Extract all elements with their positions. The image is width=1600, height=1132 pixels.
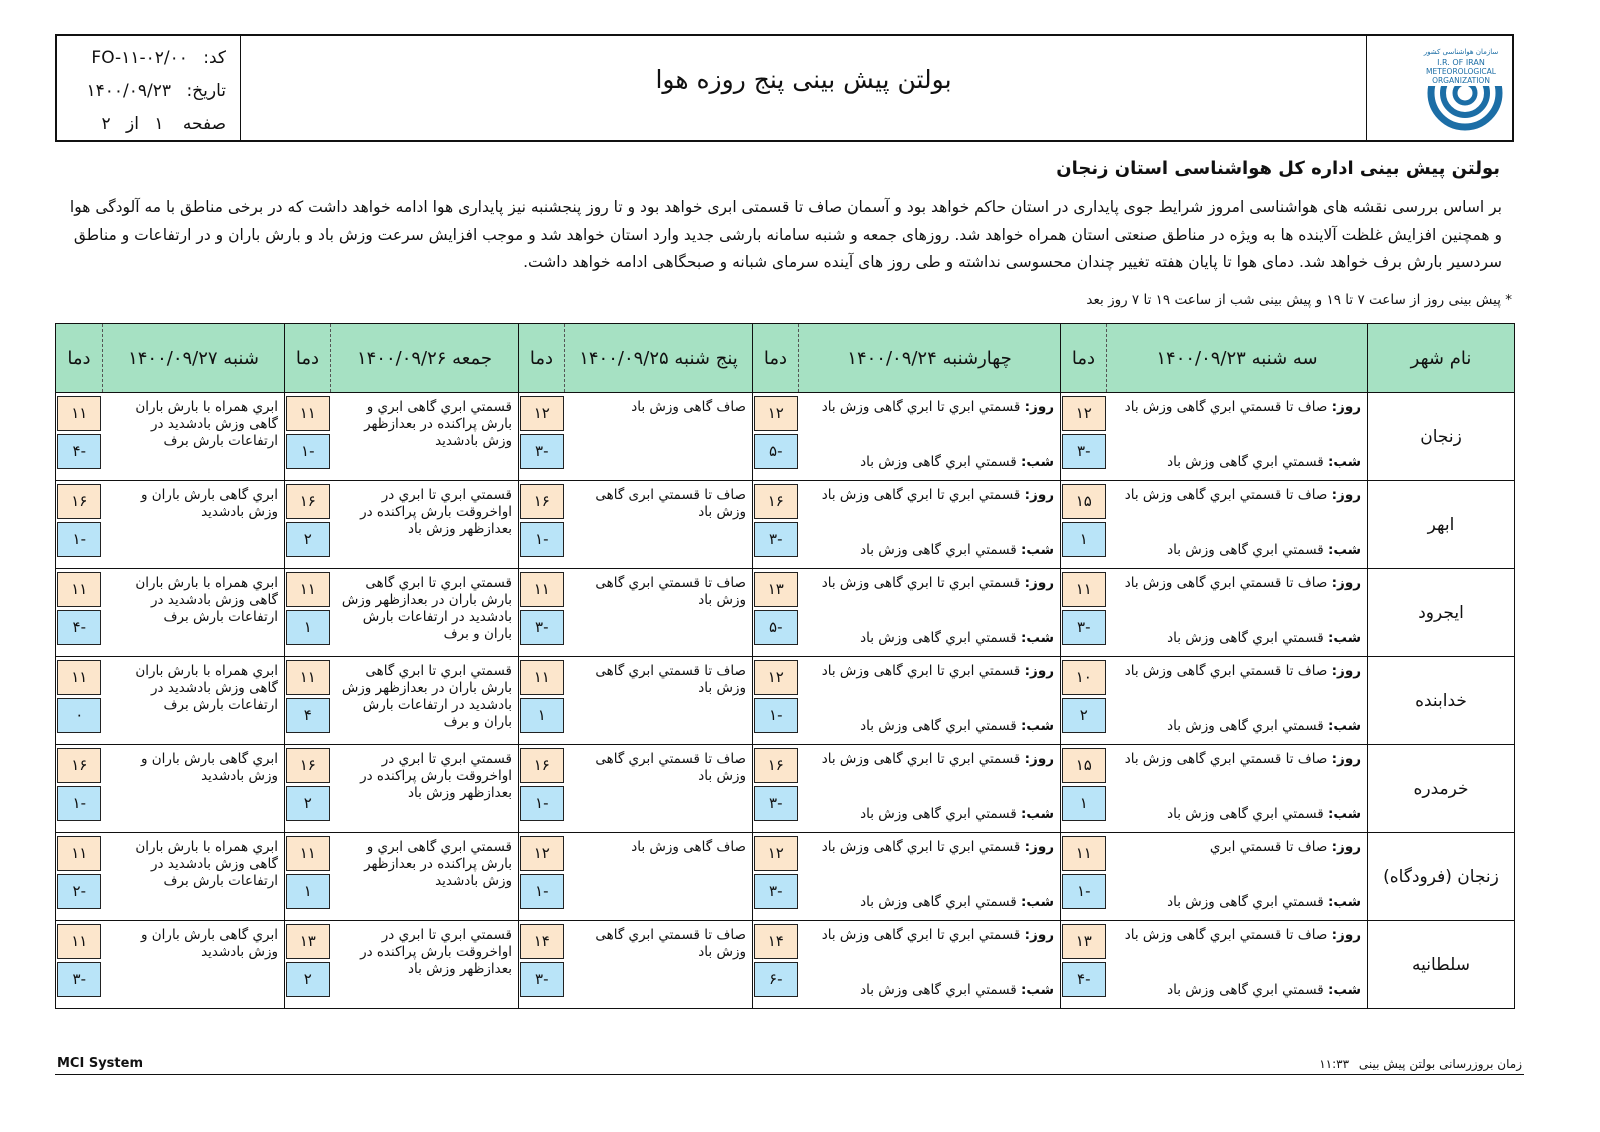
temp-max: ۱۶ (520, 748, 564, 783)
table-row (56, 657, 1515, 745)
day-forecast (805, 575, 1055, 592)
temp-day-3 (519, 921, 565, 1009)
temp-day-2 (753, 481, 799, 569)
temp-min: ۱ (286, 610, 330, 645)
temp-min: -۱ (1062, 874, 1106, 909)
night-forecast-text: قسمتي ابري گاهی وزش باد (860, 982, 1017, 998)
temp-max: ۱۱ (520, 572, 564, 607)
code-line (67, 42, 226, 75)
temp-min: -۱ (57, 786, 101, 821)
temp-max: ۱۱ (1062, 836, 1106, 871)
forecast-day-1 (1107, 393, 1368, 481)
temp-min: ۱ (520, 698, 564, 733)
forecast-day-3: صاف تا قسمتي ابري گاهی وزش باد (565, 921, 753, 1009)
day-forecast-text: صاف تا قسمتي ابري گاهی وزش باد (1124, 487, 1328, 503)
temp-day-3 (519, 833, 565, 921)
temp-max: ۱۶ (57, 748, 101, 783)
forecast-day-5: ابري گاهی بارش باران و وزش بادشدید (103, 921, 285, 1009)
night-forecast-text: قسمتي ابري گاهی وزش باد (860, 894, 1017, 910)
footer-update-label: زمان بروزرسانی بولتن پیش بینی (1358, 1057, 1522, 1071)
forecast-day-2 (799, 481, 1061, 569)
forecast-table (55, 323, 1515, 1009)
day-forecast (1113, 663, 1362, 680)
temp-max: ۱۱ (286, 836, 330, 871)
bulletin-heading: بولتن پیش بینی اداره کل هواشناسی استان زنجان (1056, 158, 1500, 179)
night-label: شب: (1328, 718, 1361, 734)
day-forecast (805, 399, 1055, 416)
forecast-day-2 (799, 833, 1061, 921)
temp-day-1 (1061, 657, 1107, 745)
temp-day-5 (56, 833, 103, 921)
temp-min: -۱ (520, 786, 564, 821)
day-forecast-text: قسمتي ابري تا ابري گاهی وزش باد (821, 751, 1021, 767)
day-label: روز: (1024, 575, 1054, 591)
document-header (55, 34, 1514, 142)
temp-day-2 (753, 393, 799, 481)
temp-min: ۲ (286, 522, 330, 557)
night-forecast (1113, 982, 1362, 999)
temp-max: ۱۶ (286, 484, 330, 519)
day-label: روز: (1331, 839, 1361, 855)
day-forecast (1113, 399, 1362, 416)
temp-min: -۱ (754, 698, 798, 733)
day-label: روز: (1024, 751, 1054, 767)
table-row (56, 745, 1515, 833)
logo-icon (1367, 36, 1511, 140)
temp-max: ۱۶ (57, 484, 101, 519)
forecast-day-4: قسمتي ابري گاهی ابري و بارش پراکنده در بعدازظهر وزش بادشدید (331, 833, 519, 921)
city-column-header: نام شهر (1368, 324, 1515, 393)
night-forecast (805, 894, 1055, 911)
temp-day-2 (753, 921, 799, 1009)
night-forecast (1113, 894, 1362, 911)
night-forecast-text: قسمتي ابري گاهی وزش باد (1167, 454, 1324, 470)
night-forecast-text: قسمتي ابري گاهی وزش باد (860, 718, 1017, 734)
temp-min: -۳ (520, 434, 564, 469)
temp-max: ۱۲ (754, 660, 798, 695)
temp-day-4 (285, 745, 331, 833)
temp-max: ۱۲ (520, 836, 564, 871)
temp-min: -۴ (1062, 962, 1106, 997)
night-forecast (1113, 542, 1362, 559)
temp-day-2 (753, 745, 799, 833)
intro-paragraph: بر اساس بررسی نقشه های هواشناسی امروز شرایط جوی پایداری در استان حاکم خواهد بود و آسمان صاف تا قسمتی ابری خواهد بود و تا روز پنجشنبه نیز پایداری هوا ادامه خواهد داشت که در برخی مناطق با مه آلودگی هوا و همچنین افزایش غلظت آلاینده ها به ویژه در مناطق صنعتی استان همراه خواهد شد. روزهای جمعه و شنبه سامانه بارشی جدید وارد استان خواهد شد و موجب افزایش سرعت وزش باد و بارش باران و در ارتفاعات و مناطق سردسیر بارش برف خواهد شد. دمای هوا تا پایان هفته تغییر چندان محسوسی نداشته و طی روز های آینده سرمای شبانه و صبحگاهی ادامه خواهد داشت. (69, 198, 1502, 271)
forecast-day-2 (799, 657, 1061, 745)
night-forecast (805, 454, 1055, 471)
logo-text-en-3: ORGANIZATION (1432, 76, 1490, 85)
table-row (56, 833, 1515, 921)
forecast-day-5: ابري همراه با بارش باران گاهی وزش بادشدید در ارتفاعات بارش برف (103, 393, 285, 481)
temp-min: -۱ (286, 434, 330, 469)
document-meta (57, 36, 241, 140)
temp-day-5 (56, 657, 103, 745)
temp-max: ۱۱ (286, 660, 330, 695)
night-label: شب: (1328, 542, 1361, 558)
night-forecast-text: قسمتي ابري گاهی وزش باد (1167, 542, 1324, 558)
day-forecast-text: قسمتي ابري تا ابري گاهی وزش باد (821, 839, 1021, 855)
forecast-day-1 (1107, 921, 1368, 1009)
temp-max: ۱۱ (286, 572, 330, 607)
day-label: روز: (1331, 399, 1361, 415)
forecast-day-1 (1107, 569, 1368, 657)
day-forecast (805, 663, 1055, 680)
temp-max: ۱۵ (1062, 748, 1106, 783)
day-forecast-text: صاف تا قسمتي ابري (1209, 839, 1328, 855)
temp-max: ۱۳ (754, 572, 798, 607)
temp-max: ۱۲ (754, 396, 798, 431)
temp-min: ۱ (286, 874, 330, 909)
footer-update-time (1319, 1057, 1522, 1071)
page-total: ۲ (101, 114, 111, 134)
night-forecast-text: قسمتي ابري گاهی وزش باد (860, 630, 1017, 646)
forecast-day-3: صاف گاهی وزش باد (565, 393, 753, 481)
temp-day-4 (285, 657, 331, 745)
city-name: سلطانیه (1368, 921, 1515, 1009)
temp-min: -۳ (1062, 610, 1106, 645)
footer-divider (55, 1074, 1524, 1075)
page-line (67, 108, 226, 141)
temp-day-5 (56, 481, 103, 569)
forecast-day-1 (1107, 657, 1368, 745)
temp-min: -۱ (57, 522, 101, 557)
temp-day-1 (1061, 481, 1107, 569)
temp-day-4 (285, 481, 331, 569)
forecast-day-3: صاف گاهی وزش باد (565, 833, 753, 921)
temp-max: ۱۰ (1062, 660, 1106, 695)
temp-min: ۱ (1062, 786, 1106, 821)
page-current: ۱ (154, 114, 164, 134)
day-label: روز: (1024, 399, 1054, 415)
day-forecast (1113, 575, 1362, 592)
temp-day-2 (753, 569, 799, 657)
night-label: شب: (1021, 454, 1054, 470)
table-row (56, 569, 1515, 657)
forecast-day-4: قسمتي ابري تا ابري گاهی بارش باران در بعدازظهر وزش بادشدید در ارتفاعات بارش باران و برف (331, 657, 519, 745)
night-forecast (805, 630, 1055, 647)
temp-min: -۳ (1062, 434, 1106, 469)
day-forecast-text: قسمتي ابري تا ابري گاهی وزش باد (821, 575, 1021, 591)
city-name: خرمدره (1368, 745, 1515, 833)
day-label: روز: (1331, 751, 1361, 767)
day-label: روز: (1331, 927, 1361, 943)
day-forecast-text: صاف تا قسمتي ابري گاهی وزش باد (1124, 399, 1328, 415)
day-label: روز: (1331, 663, 1361, 679)
table-row (56, 481, 1515, 569)
temp-day-1 (1061, 745, 1107, 833)
temp-header-4: دما (285, 324, 331, 393)
forecast-day-1 (1107, 833, 1368, 921)
temp-min: ۱ (1062, 522, 1106, 557)
night-forecast-text: قسمتي ابري گاهی وزش باد (1167, 982, 1324, 998)
temp-min: -۳ (57, 962, 101, 997)
night-forecast-text: قسمتي ابري گاهی وزش باد (860, 454, 1017, 470)
forecast-day-4: قسمتي ابري تا ابري در اواخروقت بارش پراکنده در بعدازظهر وزش باد (331, 745, 519, 833)
night-label: شب: (1328, 806, 1361, 822)
temp-max: ۱۶ (754, 484, 798, 519)
temp-min: -۵ (754, 610, 798, 645)
forecast-day-2 (799, 393, 1061, 481)
temp-max: ۱۵ (1062, 484, 1106, 519)
temp-max: ۱۱ (57, 660, 101, 695)
night-label: شب: (1328, 454, 1361, 470)
forecast-day-5: ابري همراه با بارش باران گاهی وزش بادشدید در ارتفاعات بارش برف (103, 569, 285, 657)
night-forecast (805, 982, 1055, 999)
forecast-day-5: ابري گاهی بارش باران و وزش بادشدید (103, 481, 285, 569)
temp-max: ۱۱ (286, 396, 330, 431)
temp-day-4 (285, 569, 331, 657)
night-forecast (805, 806, 1055, 823)
temp-min: ۲ (286, 786, 330, 821)
day-label: روز: (1331, 487, 1361, 503)
temp-min: ۲ (286, 962, 330, 997)
night-label: شب: (1021, 982, 1054, 998)
temp-day-1 (1061, 921, 1107, 1009)
forecast-day-4: قسمتي ابري تا ابري گاهی بارش باران در بعدازظهر وزش بادشدید در ارتفاعات بارش باران و برف (331, 569, 519, 657)
night-label: شب: (1021, 894, 1054, 910)
temp-min: -۳ (520, 962, 564, 997)
code-value: FO-۱۱-۰۲/۰۰ (91, 48, 188, 68)
temp-min: -۳ (520, 610, 564, 645)
forecast-day-1 (1107, 481, 1368, 569)
temp-max: ۱۱ (57, 396, 101, 431)
city-name: زنجان (1368, 393, 1515, 481)
temp-max: ۱۶ (520, 484, 564, 519)
temp-day-3 (519, 393, 565, 481)
footer-update-value: ۱۱:۳۳ (1319, 1057, 1350, 1071)
temp-day-4 (285, 921, 331, 1009)
temp-day-3 (519, 745, 565, 833)
day-label: روز: (1024, 487, 1054, 503)
night-forecast (805, 718, 1055, 735)
forecast-day-2 (799, 921, 1061, 1009)
temp-day-1 (1061, 569, 1107, 657)
temp-max: ۱۲ (520, 396, 564, 431)
temp-max: ۱۱ (57, 836, 101, 871)
night-forecast (805, 542, 1055, 559)
logo-text-fa: سازمان هواشناسی کشور (1423, 48, 1499, 56)
temp-day-2 (753, 657, 799, 745)
day-forecast (805, 751, 1055, 768)
temp-max: ۱۳ (1062, 924, 1106, 959)
night-forecast-text: قسمتي ابري گاهی وزش باد (860, 806, 1017, 822)
forecast-day-5: ابري گاهی بارش باران و وزش بادشدید (103, 745, 285, 833)
night-forecast-text: قسمتي ابري گاهی وزش باد (1167, 630, 1324, 646)
temp-min: -۵ (754, 434, 798, 469)
forecast-day-4: قسمتي ابري تا ابري در اواخروقت بارش پراکنده در بعدازظهر وزش باد (331, 481, 519, 569)
night-label: شب: (1328, 894, 1361, 910)
temp-day-1 (1061, 393, 1107, 481)
night-forecast (1113, 718, 1362, 735)
temp-min: ۴ (286, 698, 330, 733)
city-name: خدابنده (1368, 657, 1515, 745)
day-forecast-text: صاف تا قسمتي ابري گاهی وزش باد (1124, 751, 1328, 767)
table-row (56, 393, 1515, 481)
night-label: شب: (1021, 718, 1054, 734)
day-forecast-text: صاف تا قسمتي ابري گاهی وزش باد (1124, 927, 1328, 943)
night-label: شب: (1021, 806, 1054, 822)
temp-max: ۱۶ (754, 748, 798, 783)
temp-max: ۱۶ (286, 748, 330, 783)
date-value: ۱۴۰۰/۰۹/۲۳ (86, 81, 172, 101)
day-header-3: پنج شنبه ۱۴۰۰/۰۹/۲۵ (565, 324, 753, 393)
day-header-5: شنبه ۱۴۰۰/۰۹/۲۷ (103, 324, 285, 393)
temp-day-5 (56, 393, 103, 481)
night-label: شب: (1021, 630, 1054, 646)
forecast-day-3: صاف تا قسمتي ابري گاهی وزش باد (565, 657, 753, 745)
forecast-footnote: * پیش بینی روز از ساعت ۷ تا ۱۹ و پیش بینی شب از ساعت ۱۹ تا ۷ روز بعد (1086, 292, 1512, 308)
day-forecast (1113, 927, 1362, 944)
day-label: روز: (1024, 839, 1054, 855)
temp-max: ۱۱ (57, 924, 101, 959)
temp-min: -۳ (754, 786, 798, 821)
forecast-day-3: صاف تا قسمتي ابري گاهی وزش باد (565, 745, 753, 833)
day-forecast (805, 927, 1055, 944)
temp-day-4 (285, 393, 331, 481)
temp-header-3: دما (519, 324, 565, 393)
temp-min: ۲ (1062, 698, 1106, 733)
temp-max: ۱۴ (520, 924, 564, 959)
temp-day-3 (519, 657, 565, 745)
day-forecast-text: قسمتي ابري تا ابري گاهی وزش باد (821, 399, 1021, 415)
temp-header-5: دما (56, 324, 103, 393)
day-header-2: چهارشنبه ۱۴۰۰/۰۹/۲۴ (799, 324, 1061, 393)
code-label: کد: (203, 48, 226, 68)
logo-text-en-2: METEOROLOGICAL (1426, 67, 1496, 76)
night-label: شب: (1328, 982, 1361, 998)
table-header-row (56, 324, 1515, 393)
night-forecast-text: قسمتي ابري گاهی وزش باد (1167, 718, 1324, 734)
day-forecast-text: قسمتي ابري تا ابري گاهی وزش باد (821, 487, 1021, 503)
day-forecast (1113, 839, 1362, 856)
temp-max: ۱۳ (286, 924, 330, 959)
day-forecast-text: قسمتي ابري تا ابري گاهی وزش باد (821, 663, 1021, 679)
night-forecast-text: قسمتي ابري گاهی وزش باد (860, 542, 1017, 558)
forecast-day-2 (799, 569, 1061, 657)
temp-day-5 (56, 569, 103, 657)
meteorological-organization-logo (1366, 36, 1512, 140)
temp-day-3 (519, 569, 565, 657)
temp-min: -۴ (57, 434, 101, 469)
night-label: شب: (1328, 630, 1361, 646)
city-name: ابهر (1368, 481, 1515, 569)
temp-min: -۱ (520, 874, 564, 909)
forecast-day-4: قسمتي ابري گاهی ابري و بارش پراکنده در بعدازظهر وزش بادشدید (331, 393, 519, 481)
day-forecast (1113, 487, 1362, 504)
day-header-1: سه شنبه ۱۴۰۰/۰۹/۲۳ (1107, 324, 1368, 393)
temp-max: ۱۱ (520, 660, 564, 695)
forecast-day-1 (1107, 745, 1368, 833)
night-forecast (1113, 630, 1362, 647)
temp-day-5 (56, 921, 103, 1009)
day-label: روز: (1331, 575, 1361, 591)
temp-max: ۱۱ (57, 572, 101, 607)
day-forecast-text: صاف تا قسمتي ابري گاهی وزش باد (1124, 575, 1328, 591)
temp-min: -۳ (754, 874, 798, 909)
day-header-4: جمعه ۱۴۰۰/۰۹/۲۶ (331, 324, 519, 393)
day-forecast (805, 487, 1055, 504)
temp-min: -۶ (754, 962, 798, 997)
forecast-day-3: صاف تا قسمتي ابري گاهی وزش باد (565, 569, 753, 657)
forecast-day-5: ابري همراه با بارش باران گاهی وزش بادشدید در ارتفاعات بارش برف (103, 657, 285, 745)
night-label: شب: (1021, 542, 1054, 558)
city-name: زنجان (فرودگاه) (1368, 833, 1515, 921)
temp-min: -۴ (57, 610, 101, 645)
temp-min: -۳ (754, 522, 798, 557)
logo-text-en-1: I.R. OF IRAN (1437, 58, 1485, 67)
date-line (67, 75, 226, 108)
temp-day-2 (753, 833, 799, 921)
temp-day-5 (56, 745, 103, 833)
forecast-day-4: قسمتي ابري تا ابري در اواخروقت بارش پراکنده در بعدازظهر وزش باد (331, 921, 519, 1009)
day-forecast-text: قسمتي ابري تا ابري گاهی وزش باد (821, 927, 1021, 943)
date-label: تاریخ: (186, 81, 226, 101)
forecast-day-5: ابري همراه با بارش باران گاهی وزش بادشدید در ارتفاعات بارش برف (103, 833, 285, 921)
day-label: روز: (1024, 663, 1054, 679)
temp-header-2: دما (753, 324, 799, 393)
night-forecast (1113, 806, 1362, 823)
forecast-day-3: صاف تا قسمتي ابری گاهی وزش باد (565, 481, 753, 569)
temp-min: -۱ (520, 522, 564, 557)
temp-day-4 (285, 833, 331, 921)
page-title: بولتن پیش بینی پنج روزه هوا (655, 65, 952, 94)
footer-system-name: MCI System (57, 1056, 143, 1071)
night-forecast-text: قسمتي ابري گاهی وزش باد (1167, 806, 1324, 822)
temp-max: ۱۴ (754, 924, 798, 959)
day-forecast (1113, 751, 1362, 768)
forecast-day-2 (799, 745, 1061, 833)
day-forecast (805, 839, 1055, 856)
temp-min: -۲ (57, 874, 101, 909)
city-name: ایجرود (1368, 569, 1515, 657)
temp-header-1: دما (1061, 324, 1107, 393)
temp-max: ۱۲ (1062, 396, 1106, 431)
table-row (56, 921, 1515, 1009)
day-label: روز: (1024, 927, 1054, 943)
temp-max: ۱۲ (754, 836, 798, 871)
temp-min: ۰ (57, 698, 101, 733)
night-forecast-text: قسمتي ابري گاهی وزش باد (1167, 894, 1324, 910)
day-forecast-text: صاف تا قسمتي ابري گاهی وزش باد (1124, 663, 1328, 679)
page-of: از (125, 114, 139, 134)
temp-day-1 (1061, 833, 1107, 921)
page-label: صفحه (182, 114, 226, 134)
temp-day-3 (519, 481, 565, 569)
temp-max: ۱۱ (1062, 572, 1106, 607)
night-forecast (1113, 454, 1362, 471)
